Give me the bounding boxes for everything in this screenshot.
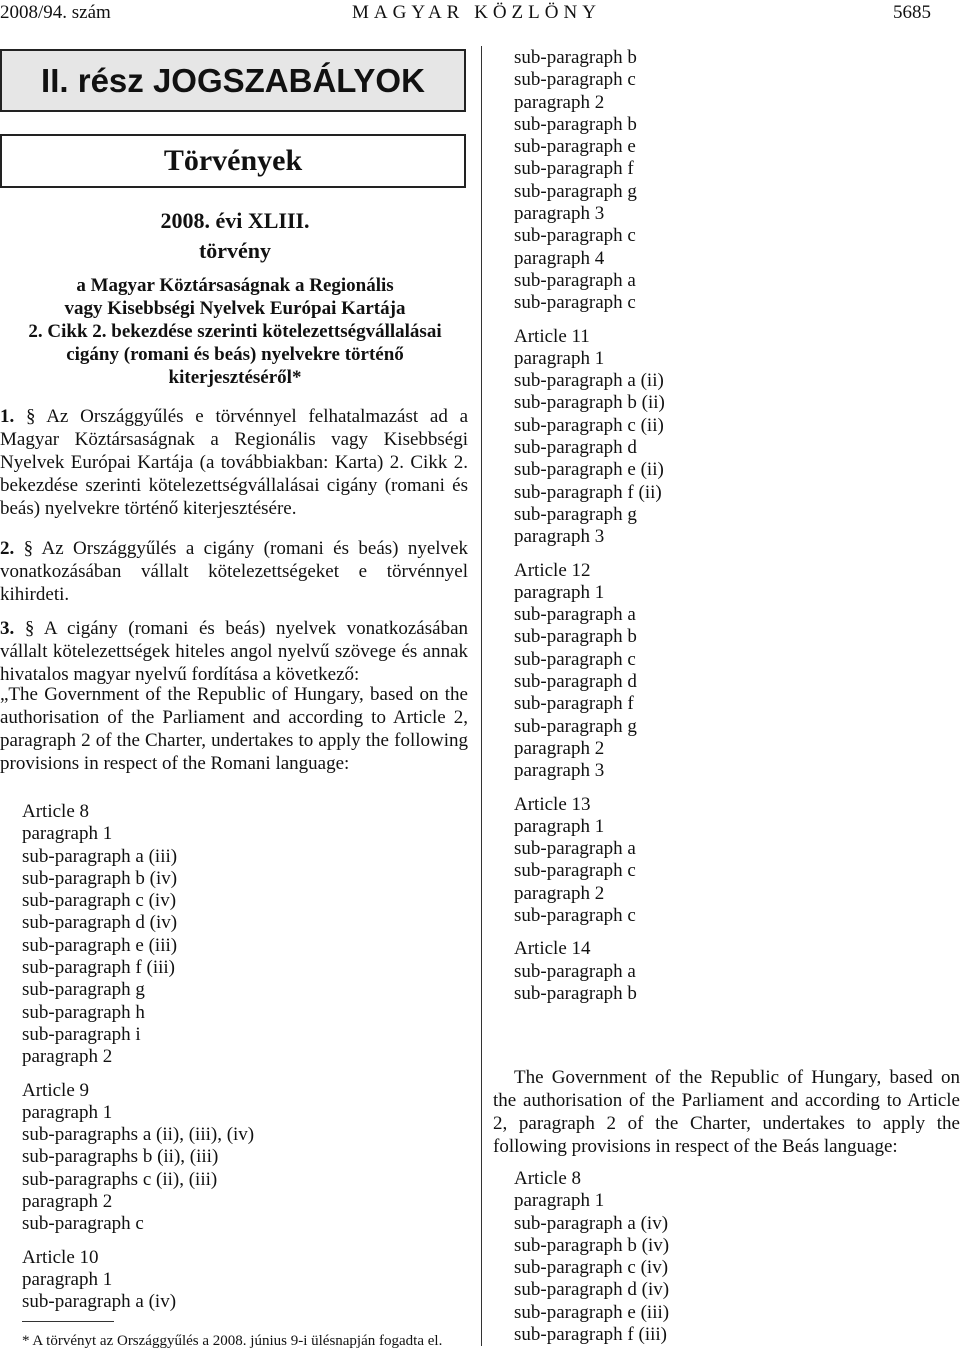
provision-item: sub-paragraph b <box>514 113 637 135</box>
page-header-journal: MAGYAR KÖZLÖNY <box>352 2 601 23</box>
provision-item: sub-paragraph h <box>22 1001 145 1023</box>
provision-item: sub-paragraph e (iii) <box>514 1301 670 1323</box>
provision-list-romani-continued <box>514 47 665 1016</box>
provision-item: sub-paragraph a (iv) <box>22 1291 177 1313</box>
provision-group <box>514 938 665 1005</box>
provision-item: sub-paragraph c (iv) <box>22 890 177 912</box>
provision-item: sub-paragraph a <box>514 269 636 291</box>
provision-item: sub-paragraph g <box>514 715 637 737</box>
provision-item: sub-paragraph c (iv) <box>514 1257 669 1279</box>
provision-item: sub-paragraph c <box>514 904 636 926</box>
provision-item: sub-paragraph f <box>514 158 634 180</box>
provision-item: paragraph 1 <box>514 1190 605 1212</box>
section-number: 2. <box>0 538 15 559</box>
column-divider <box>481 46 482 1346</box>
quote-beas <box>493 1066 960 1158</box>
law-kind: törvény <box>198 238 272 263</box>
section-2 <box>0 537 468 606</box>
provision-item: sub-paragraph b (ii) <box>514 392 665 414</box>
provision-item: sub-paragraph f <box>514 693 634 715</box>
footnote: * A törvényt az Országgyűlés a 2008. június 9-i ülésnapján fogadta el. <box>22 1333 443 1349</box>
provision-item: sub-paragraph c (ii) <box>514 414 664 436</box>
provision-item: sub-paragraph d <box>514 671 637 693</box>
provision-item: paragraph 1 <box>514 581 605 603</box>
provision-item: sub-paragraph g <box>514 503 637 525</box>
law-title-line: a Magyar Köztársaságnak a Regionális <box>76 275 394 296</box>
provision-item: sub-paragraph c <box>514 292 636 314</box>
provision-list-beas <box>514 1168 669 1357</box>
law-title-line: vagy Kisebbségi Nyelvek Európai Kartája <box>64 298 406 319</box>
provision-item: sub-paragraph g <box>22 979 145 1001</box>
page-header-issue: 2008/94. szám <box>0 2 111 23</box>
provision-item: sub-paragraph f (iii) <box>514 1324 667 1346</box>
provision-item: sub-paragraph d (iv) <box>22 912 178 934</box>
provision-item: Article 10 <box>22 1246 99 1268</box>
provision-group <box>514 47 665 315</box>
section-title: Törvények <box>0 134 466 188</box>
provision-item: sub-paragraph b <box>514 626 637 648</box>
law-number: 2008. évi XLIII. <box>160 208 310 233</box>
provision-item: sub-paragraph a (iii) <box>22 845 178 867</box>
section-1 <box>0 405 468 520</box>
provision-item: paragraph 3 <box>514 760 605 782</box>
provision-item: sub-paragraph i <box>22 1023 141 1045</box>
provision-group <box>514 794 665 928</box>
provision-item: Article 14 <box>514 938 591 960</box>
provision-item: paragraph 4 <box>514 247 605 269</box>
law-title-line: 2. Cikk 2. bekezdése szerinti kötelezettségvállalásai <box>28 321 442 342</box>
provision-item: paragraph 1 <box>22 1268 113 1290</box>
provision-item: sub-paragraph a (iv) <box>514 1212 669 1234</box>
law-title-line: cigány (romani és beás) nyelvekre történő <box>66 344 404 365</box>
section-text: Az Országgyűlés e törvénnyel felhatalmazást ad a Magyar Köztársaságnak a Regionális vagy Kisebbségi Nyelvek Európai Kartája (a továbbiakban: Karta) 2. Cikk 2. bekezdése szerinti kötelezettségvállalásai cigány (romani és beás) nyelvekre történő kiterjesztésére. <box>0 406 469 519</box>
provision-item: sub-paragraph c <box>514 225 636 247</box>
provision-group <box>22 801 254 1069</box>
provision-group <box>514 1168 669 1346</box>
provision-group <box>22 1247 254 1314</box>
provision-item: Article 12 <box>514 559 591 581</box>
provision-item: sub-paragraph b <box>514 47 637 68</box>
provision-item: paragraph 1 <box>514 347 605 369</box>
section-mark: § <box>23 538 34 559</box>
section-3 <box>0 617 468 686</box>
provision-item: sub-paragraph a <box>514 960 636 982</box>
law-title <box>0 274 470 389</box>
provision-item: sub-paragraph b <box>514 982 637 1004</box>
provision-item: Article 13 <box>514 793 591 815</box>
provision-item: Article 11 <box>514 325 590 347</box>
provision-item: sub-paragraph d <box>514 437 637 459</box>
provision-item: sub-paragraph c <box>22 1213 144 1235</box>
provision-item: paragraph 2 <box>22 1046 113 1068</box>
provision-item: sub-paragraphs b (ii), (iii) <box>22 1146 219 1168</box>
provision-item: paragraph 2 <box>514 737 605 759</box>
provision-item: sub-paragraph a (ii) <box>514 370 664 392</box>
provision-item: sub-paragraph g <box>514 180 637 202</box>
provision-item: sub-paragraph e (iii) <box>22 934 178 956</box>
provision-list-romani <box>22 801 254 1325</box>
quote-romani: „The Government of the Republic of Hungary, based on the authorisation of the Parliament and according to Article 2, paragraph 2 of the Charter, undertakes to apply the following provisions in respect of the Romani language: <box>0 684 468 774</box>
provision-item: Article 8 <box>22 801 90 822</box>
footnote-rule <box>22 1321 114 1322</box>
provision-item: paragraph 1 <box>22 1101 113 1123</box>
provision-item: sub-paragraph c <box>514 69 636 91</box>
provision-item: sub-paragraphs a (ii), (iii), (iv) <box>22 1124 255 1146</box>
provision-item: sub-paragraph c <box>514 648 636 670</box>
provision-item: paragraph 3 <box>514 203 605 225</box>
provision-item: Article 9 <box>22 1079 90 1101</box>
provision-group <box>514 560 665 783</box>
section-text: Az Országgyűlés a cigány (romani és beás) nyelvek vonatkozásában vállalt kötelezettségeket e törvénnyel kihirdeti. <box>0 538 469 605</box>
provision-item: paragraph 2 <box>514 91 605 113</box>
section-number: 1. <box>0 406 15 427</box>
provision-item: paragraph 2 <box>22 1191 113 1213</box>
section-number: 3. <box>0 618 15 639</box>
provision-item: paragraph 2 <box>514 882 605 904</box>
provision-item: paragraph 1 <box>514 815 605 837</box>
quote-beas-text: The Government of the Republic of Hungary, based on the authorisation of the Parliament and according to Article 2, paragraph 2 of the Charter, undertakes to apply the following provisions in respect of the Beás language: <box>493 1067 960 1157</box>
provision-item: sub-paragraph a <box>514 604 636 626</box>
section-text: A cigány (romani és beás) nyelvek vonatkozásában vállalt kötelezettségek hiteles angol nyelvű szövege és annak hivatalos magyar nyelvű fordítása a következő: <box>0 618 469 685</box>
provision-item: paragraph 1 <box>22 823 113 845</box>
provision-item: sub-paragraph a <box>514 838 636 860</box>
provision-item: Article 8 <box>514 1168 582 1189</box>
provision-item: sub-paragraph c <box>514 860 636 882</box>
provision-group <box>514 326 665 549</box>
provision-item: sub-paragraph e (ii) <box>514 459 664 481</box>
provision-item: sub-paragraph e <box>514 136 636 158</box>
provision-item: sub-paragraph f (iii) <box>22 957 175 979</box>
provision-item: paragraph 3 <box>514 526 605 548</box>
provision-item: sub-paragraph d (iv) <box>514 1279 670 1301</box>
provision-item: sub-paragraph b (iv) <box>514 1234 670 1256</box>
part-title: II. rész JOGSZABÁLYOK <box>0 49 466 112</box>
section-mark: § <box>26 406 36 427</box>
provision-group <box>22 1080 254 1236</box>
page-number: 5685 <box>893 2 931 23</box>
provision-item: sub-paragraph b (iv) <box>22 867 178 889</box>
provision-item: sub-paragraphs c (ii), (iii) <box>22 1168 218 1190</box>
section-mark: § <box>24 618 35 639</box>
provision-item: sub-paragraph f (ii) <box>514 481 662 503</box>
law-title-line: kiterjesztéséről* <box>168 367 302 388</box>
